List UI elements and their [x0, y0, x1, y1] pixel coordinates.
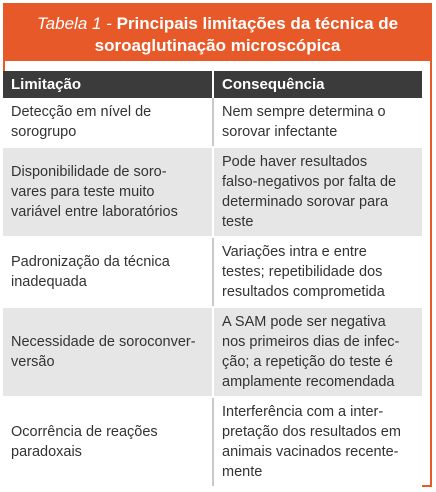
table-row [3, 98, 422, 147]
limitation-cell: Ocorrência de reações paradoxais [3, 397, 213, 487]
limitation-cell: Necessidade de soroconver- versão [3, 307, 213, 397]
header-limitation: Limitação [3, 71, 213, 98]
table-row [3, 397, 422, 487]
table-title [5, 5, 430, 61]
table-row [3, 307, 422, 397]
consequence-cell: A SAM pode ser negativa nos primeiros dias de infec- ção; a repetição do teste é amplamente recomendada [213, 307, 422, 397]
limitation-cell: Padronização da técnica inadequada [3, 237, 213, 307]
table-row [3, 237, 422, 307]
consequence-cell: Interferência com a inter- pretação dos resultados em animais vacinados recente- mente [213, 397, 422, 487]
consequence-cell: Variações intra e entre testes; repetibilidade dos resultados comprometida [213, 237, 422, 307]
limitation-cell: Detecção em nível de sorogrupo [3, 98, 213, 147]
consequence-cell: Pode haver resultados falso-negativos por falta de determinado sorovar para teste [213, 147, 422, 237]
table-row [3, 147, 422, 237]
table-caption: Principais limitações da técnica de soroaglutinação microscópica [94, 14, 399, 55]
limitations-table [3, 71, 422, 488]
table-number: Tabela 1 - [36, 14, 117, 33]
header-row [3, 71, 422, 98]
consequence-cell: Nem sempre determina o sorovar infectante [213, 98, 422, 147]
header-consequence: Consequência [213, 71, 422, 98]
limitation-cell: Disponibilidade de soro- vares para teste muito variável entre laboratórios [3, 147, 213, 237]
